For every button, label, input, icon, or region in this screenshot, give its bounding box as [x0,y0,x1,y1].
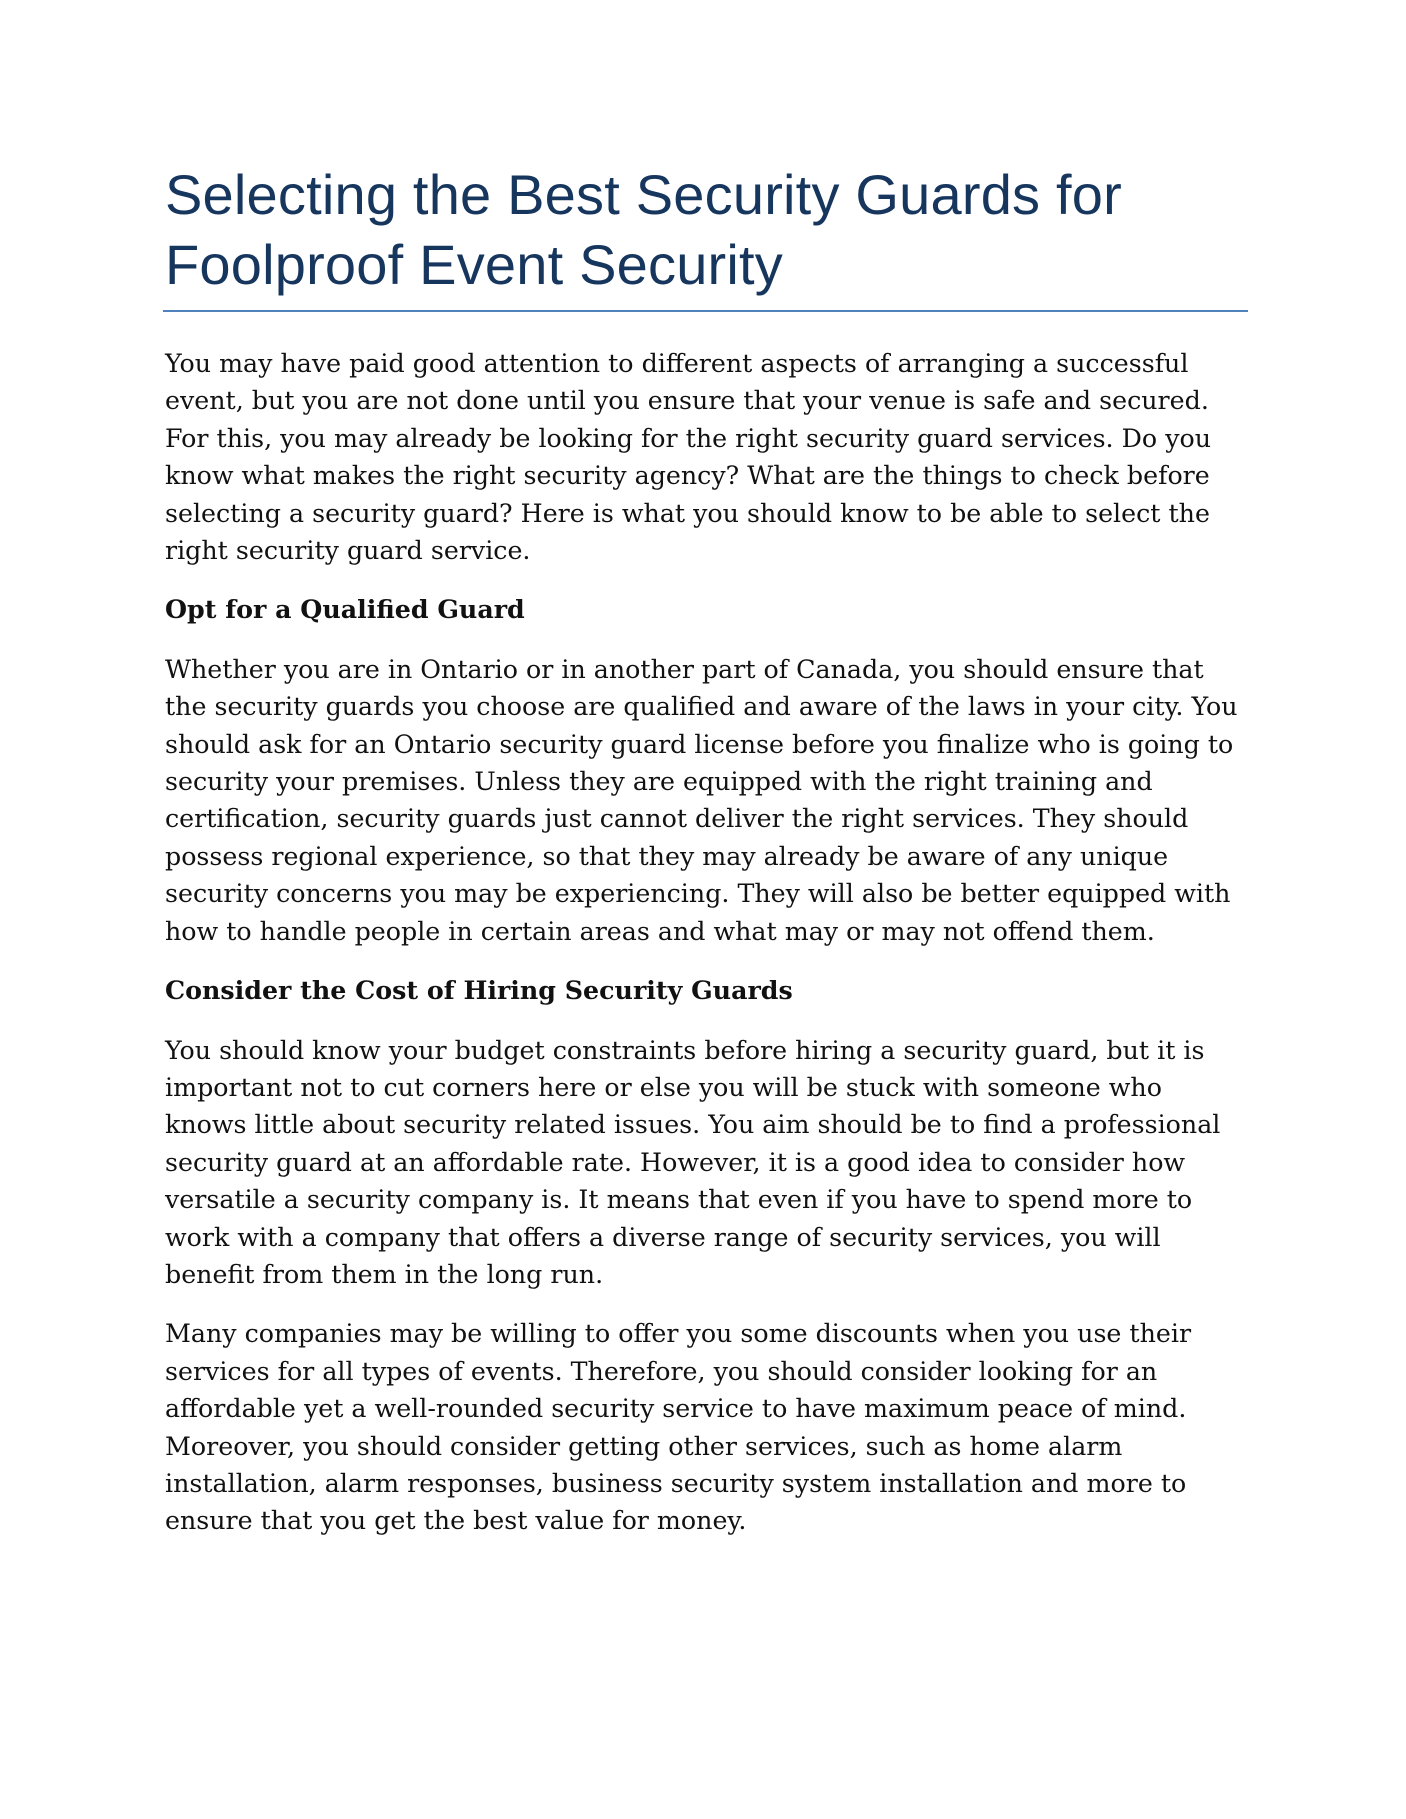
document-content [165,160,1250,1562]
title-underline [163,310,1248,312]
intro-paragraph: You may have paid good attention to different aspects of arranging a successful event, but you are not done until you ensure that your venue is safe and secured. For this, you may already be looking for the right security guard services. Do you know what makes the right security agency? What are the things to check before selecting a security guard? Here is what you should know to be able to select the right security guard service. [165,349,1212,566]
section-heading-qualified-guard: Opt for a Qualified Guard [165,594,525,625]
section-paragraph: You should know your budget constraints before hiring a security guard, but it is important not to cut corners here or else you will be stuck with someone who knows little about security related issues. You aim should be to find a professional security guard at an affordable rate. However, it is a good idea to consider how versatile a security company is. It means that even if you have to spend more to work with a company that offers a diverse range of security services, you will benefit from them in the long run. [165,1035,1221,1289]
section-paragraph: Whether you are in Ontario or in another part of Canada, you should ensure that the security guards you choose are qualified and aware of the laws in your city. You should ask for an Ontario security guard license before you finalize who is going to security your premises. Unless they are equipped with the right training and certification, security guards just cannot deliver the right services. They should possess regional experience, so that they may already be aware of any unique security concerns you may be experiencing. They will also be better equipped with how to handle people in certain areas and what may or may not offend them. [165,654,1238,946]
section-paragraph: Many companies may be willing to offer you some discounts when you use their services for all types of events. Therefore, you should consider looking for an affordable yet a well-rounded security service to have maximum peace of mind. Moreover, you should consider getting other services, such as home alarm installation, alarm responses, business security system installation and more to ensure that you get the best value for money. [165,1319,1192,1536]
document-title: Selecting the Best Security Guards for Foolproof Event Security [165,163,1122,296]
section-heading-cost: Consider the Cost of Hiring Security Guards [165,975,793,1006]
